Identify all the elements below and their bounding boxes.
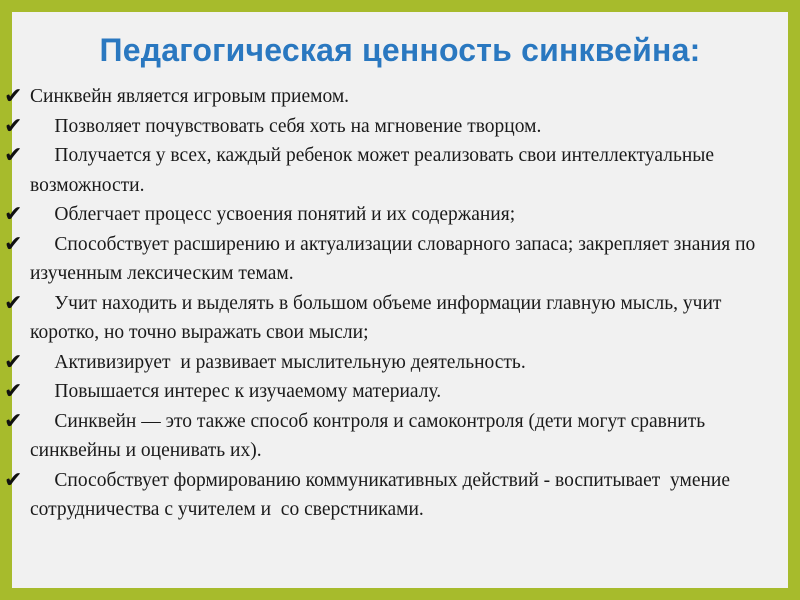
list-item-text: Учит находить и выделять в большом объеме информации главную мысль, учит коротко, но точно выражать свои мысли; xyxy=(30,292,727,343)
list-item xyxy=(4,377,788,407)
list-item-text: Позволяет почувствовать себя хоть на мгновение творцом. xyxy=(30,115,542,137)
check-icon: ✔ xyxy=(4,467,23,493)
check-icon: ✔ xyxy=(4,349,23,375)
list-item xyxy=(4,141,788,200)
list-item-text: Повышается интерес к изучаемому материалу. xyxy=(30,381,442,402)
list-item-text: Синквейн — это также способ контроля и самоконтроля (дети могут сравнить синквейны и оценивать их). xyxy=(30,410,711,461)
check-icon: ✔ xyxy=(4,379,23,404)
check-icon: ✔ xyxy=(4,231,23,257)
list-item-text: Способствует расширению и актуализации словарного запаса; закрепляет знания по изученным лексическим темам. xyxy=(30,233,761,284)
check-icon: ✔ xyxy=(4,84,23,109)
list-item xyxy=(4,289,788,348)
check-icon: ✔ xyxy=(4,143,23,168)
list-item xyxy=(4,230,788,289)
list-item-text: Облегчает процесс усвоения понятий и их содержания; xyxy=(30,204,516,225)
list-item xyxy=(4,112,788,142)
slide-title: Педагогическая ценность синквейна: xyxy=(99,32,701,68)
list-item-text: Синквейн является игровым приемом. xyxy=(30,86,350,107)
list-item xyxy=(4,82,788,112)
slide xyxy=(4,12,788,588)
list-item xyxy=(4,200,788,230)
list-item xyxy=(4,348,788,378)
check-icon: ✔ xyxy=(4,290,23,316)
benefits-list xyxy=(4,82,788,525)
list-item-text: Активизирует и развивает мыслительную деятельность. xyxy=(30,351,526,373)
list-item xyxy=(4,407,788,466)
check-icon: ✔ xyxy=(4,113,23,139)
list-item-text: Получается у всех, каждый ребенок может реализовать свои интеллектуальные возможности. xyxy=(30,145,719,196)
list-item xyxy=(4,466,788,525)
check-icon: ✔ xyxy=(4,408,23,434)
check-icon: ✔ xyxy=(4,202,23,227)
list-item-text: Способствует формированию коммуникативных действий - воспитывает умение сотрудничества с учителем и со сверстниками. xyxy=(30,469,735,520)
